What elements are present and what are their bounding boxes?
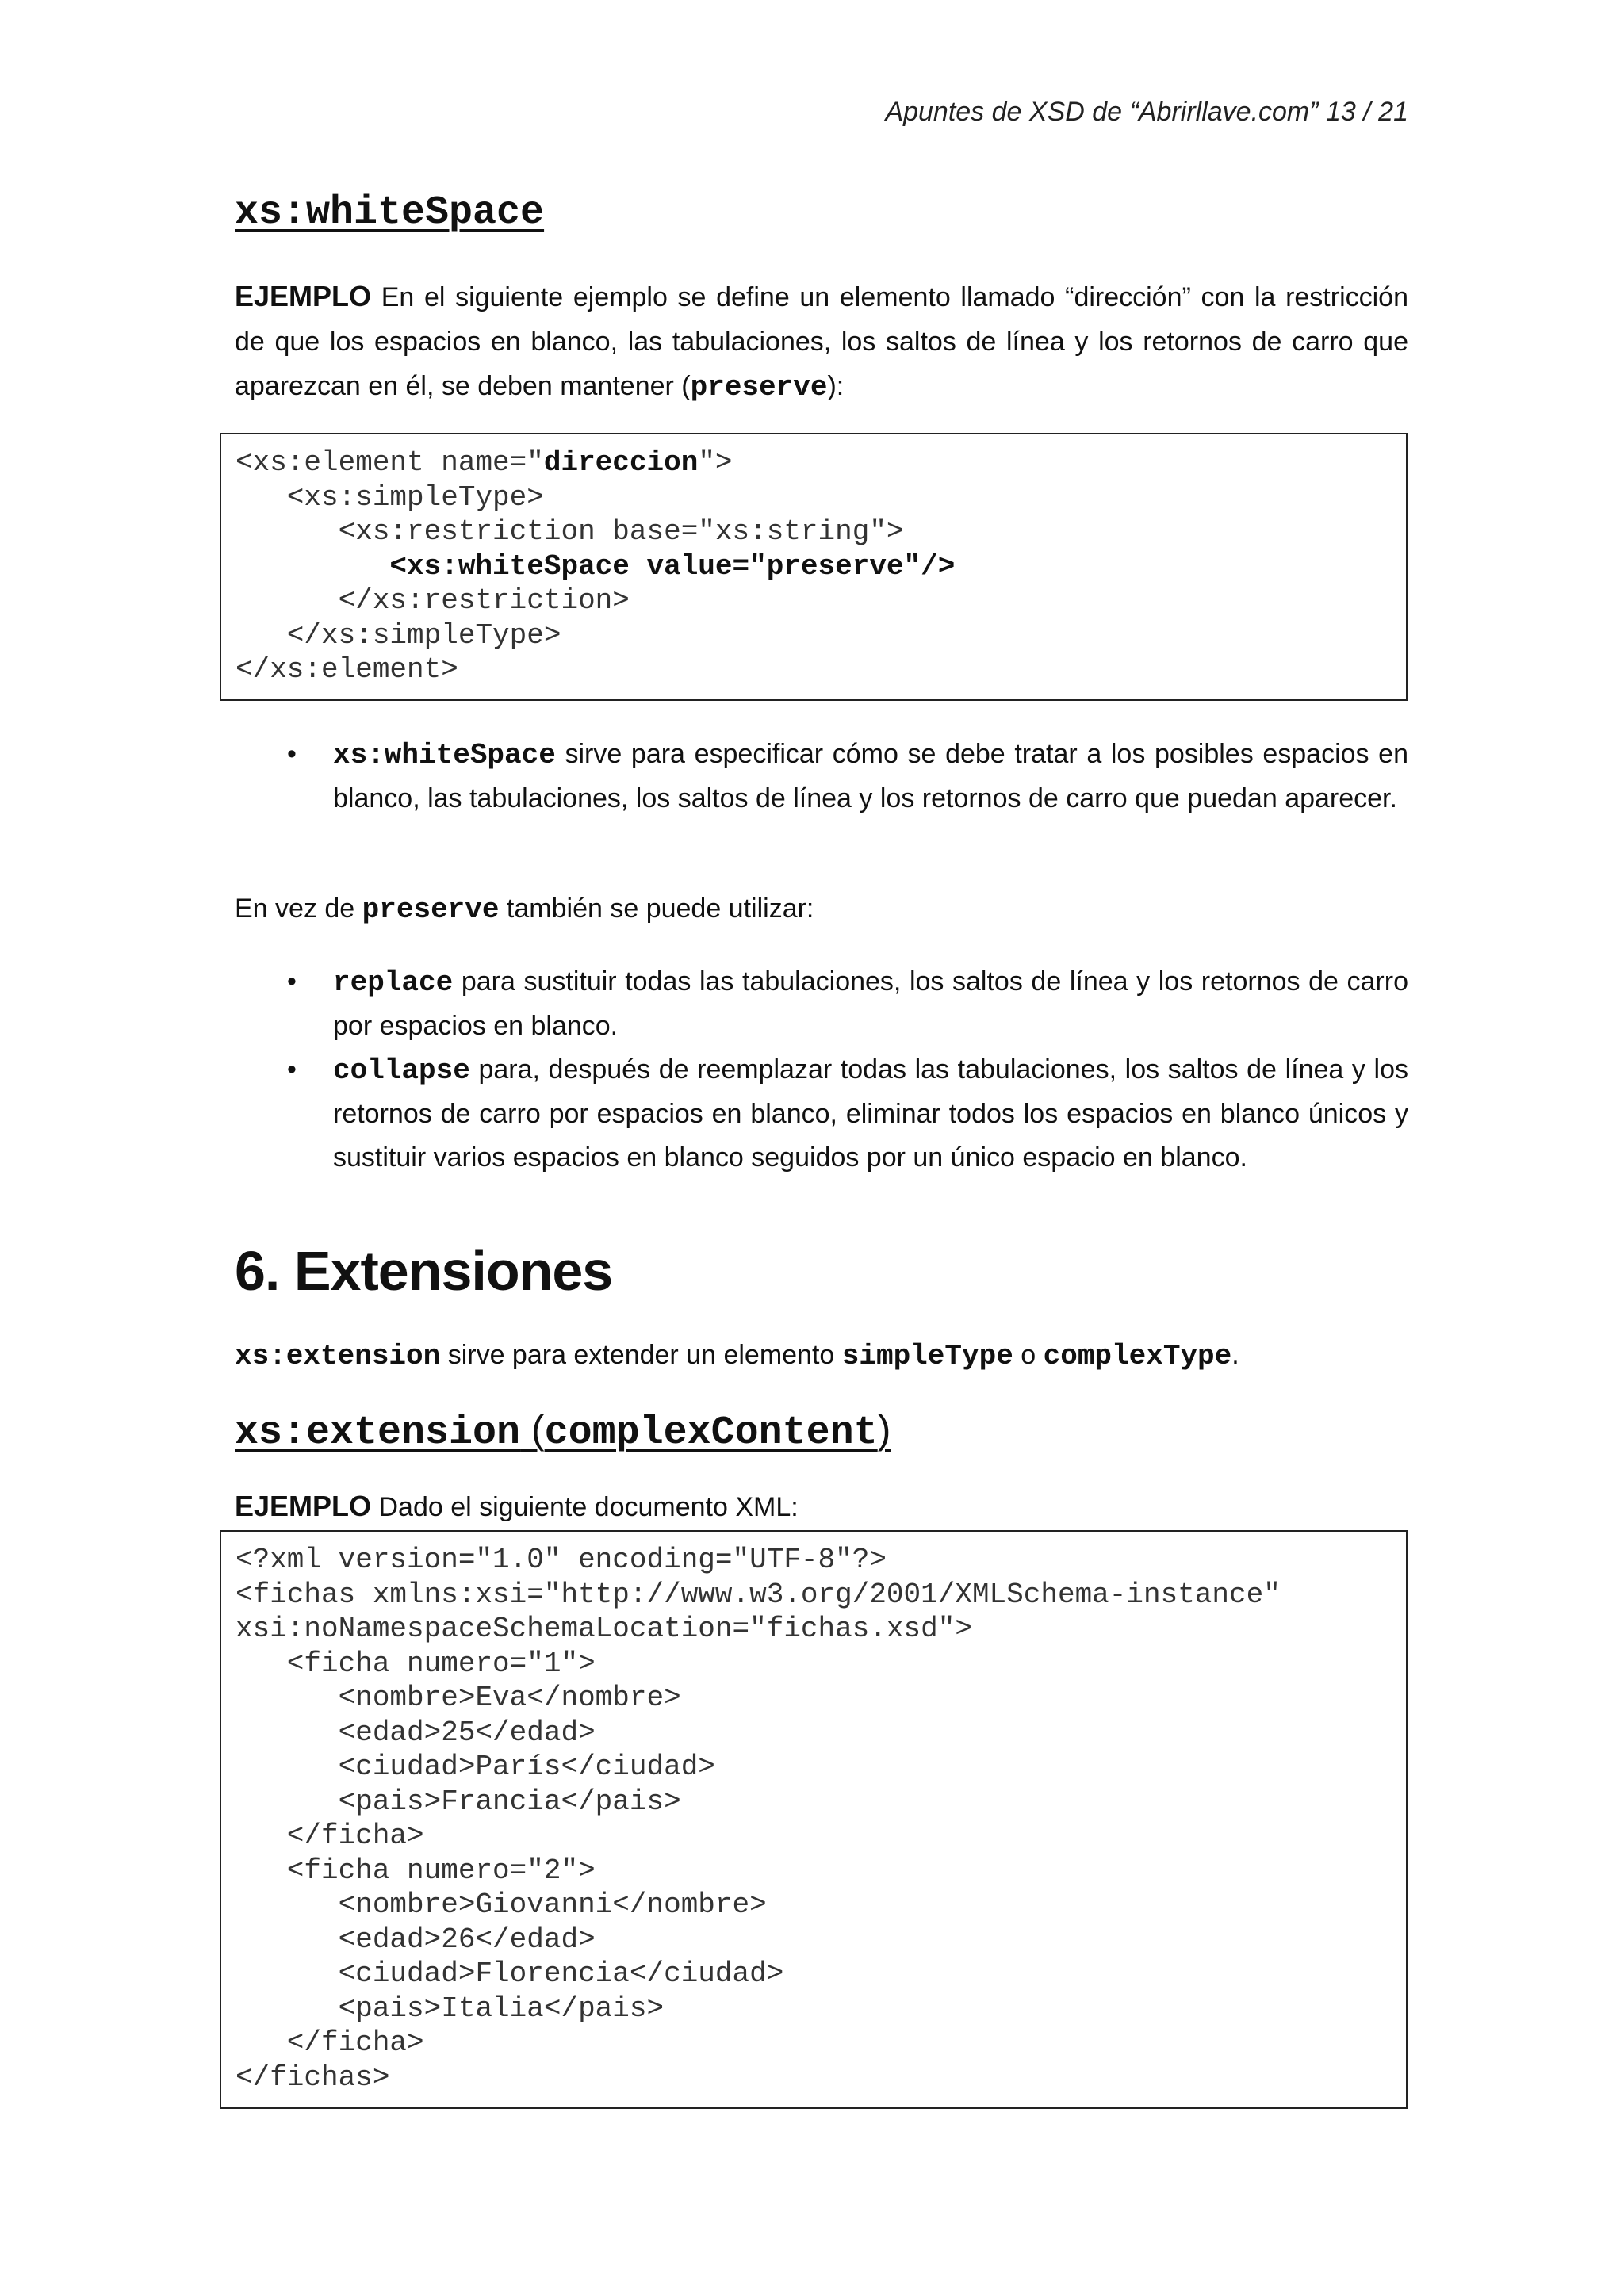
code-line: <nombre>Giovanni</nombre> [236,1888,767,1921]
bullet-text: para, después de reemplazar todas las tabulaciones, los saltos de línea y los retornos de carro por espacios en blanco, eliminar todos los espacios en blanco únicos y sustituir varios espacios en blanco seguidos por un único espacio en blanco. [333,1054,1408,1173]
whitespace-intro [235,274,1408,410]
bullet-code: xs:whiteSpace [333,739,556,771]
code-line: <nombre>Eva</nombre> [236,1682,681,1714]
intro-code: preserve [690,371,828,404]
bullet-text: para sustituir todas las tabulaciones, los saltos de línea y los retornos de carro por espacios en blanco. [333,966,1408,1041]
code-line: <?xml version="1.0" encoding="UTF-8"?> [236,1544,887,1576]
code-line: <ficha numero="1"> [236,1647,596,1680]
alternatives-intro: En vez de preserve también se puede utilizar: [235,894,814,926]
bullet-icon: • [287,739,297,769]
header-title: Apuntes de XSD de “Abrirllave.com” [885,97,1319,127]
extension-example-intro: EJEMPLO Dado el siguiente documento XML: [235,1490,799,1522]
section-heading-extensiones: 6. Extensiones [235,1240,613,1302]
code-line: <pais>Italia</pais> [236,1992,665,2025]
code-line: <edad>26</edad> [236,1923,596,1956]
intro-text-end: ): [827,371,845,401]
list-item [235,733,1408,821]
code-line: </xs:restriction> [236,584,630,617]
code-line: <pais>Francia</pais> [236,1785,681,1818]
code-line: <xs:whiteSpace value="preserve"/> [236,549,956,583]
code-line: <xs:simpleType> [236,480,544,514]
page-number: 13 / 21 [1326,97,1408,127]
whitespace-heading: xs:whiteSpace [235,190,545,235]
code-line: <fichas xmlns:xsi="http://www.w3.org/2001/XMLSchema-instance" [236,1578,1281,1611]
example-label: EJEMPLO [235,280,372,312]
code-line: </xs:element> [236,653,458,686]
bullet-code: collapse [333,1054,470,1087]
code-line: <ciudad>Florencia</ciudad> [236,1957,784,1990]
bullet-icon: • [287,1054,297,1085]
alternatives-bullet-list [235,960,1408,1180]
code-line: </xs:simpleType> [236,618,561,652]
whitespace-bullet-list [235,733,1408,821]
example-label: EJEMPLO [235,1490,372,1522]
code-line: <xs:element name="direccion"> [236,446,733,479]
page-header [885,97,1408,128]
code-line: </fichas> [236,2061,390,2094]
extensiones-desc: xs:extension sirve para extender un elemento simpleType o complexType. [235,1340,1239,1372]
list-item [235,960,1408,1048]
code-line: </ficha> [236,2026,424,2059]
list-item [235,1048,1408,1180]
code-line: xsi:noNamespaceSchemaLocation="fichas.xsd"> [236,1613,972,1645]
desc-code: complexType [1043,1340,1232,1372]
code-line: <ficha numero="2"> [236,1854,596,1887]
alt-code: preserve [362,894,500,926]
bullet-code: replace [333,966,454,999]
code-block-xml [220,1530,1408,2109]
intro-text: En el siguiente ejemplo se define un elemento llamado “dirección” con la restricción de que los espacios en blanco, las tabulaciones, los saltos de línea y los retornos de carro que aparezcan en él, se deben mantener ( [235,282,1408,401]
code-block-whitespace [220,433,1408,701]
code-line: <xs:restriction base="xs:string"> [236,515,904,548]
code-line: <edad>25</edad> [236,1716,596,1749]
desc-code: xs:extension [235,1340,441,1372]
code-line: <ciudad>París</ciudad> [236,1751,715,1783]
bullet-text: sirve para especificar cómo se debe tratar a los posibles espacios en blanco, las tabulaciones, los saltos de línea y los retornos de carro que puedan aparecer. [333,739,1408,813]
extension-subheading: xs:extension (complexContent) [235,1407,891,1456]
desc-code: simpleType [841,1340,1013,1372]
bullet-icon: • [287,966,297,997]
code-line: </ficha> [236,1820,424,1852]
